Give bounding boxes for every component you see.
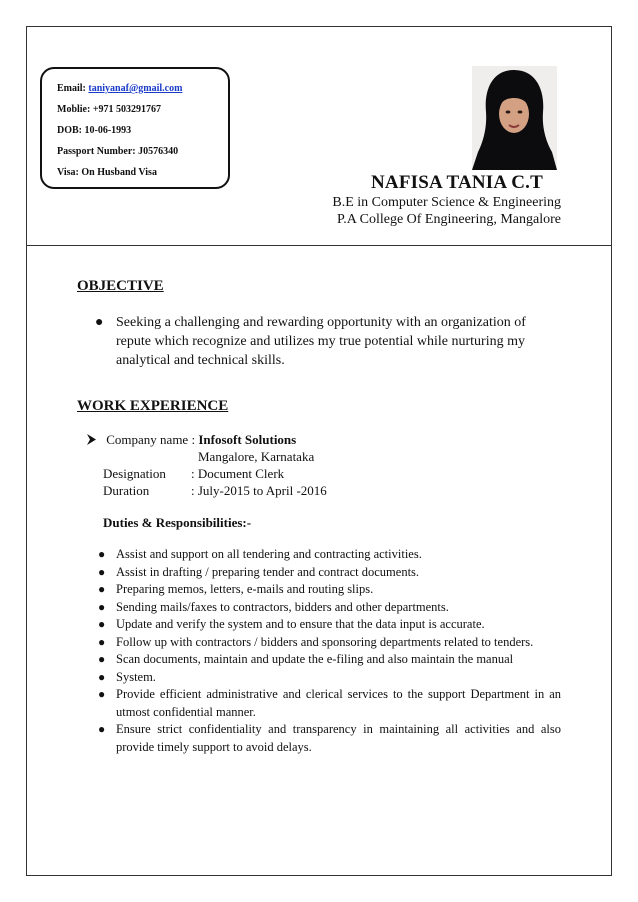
list-item — [98, 686, 561, 721]
list-item — [98, 581, 561, 599]
contact-email-line — [57, 82, 228, 103]
work-experience-heading: WORK EXPERIENCE — [77, 398, 229, 414]
designation-label: Designation — [103, 466, 166, 481]
duty-text: Sending mails/faxes to contractors, bidders and other departments. — [116, 599, 449, 614]
list-item — [98, 634, 561, 652]
candidate-name: NAFISA TANIA C.T — [371, 172, 543, 193]
list-item — [98, 721, 561, 756]
duration-row — [103, 483, 327, 499]
duty-text: Assist and support on all tendering and contracting activities. — [116, 547, 422, 561]
bullet-dot-icon: ● — [98, 617, 106, 631]
bullet-dot-icon: ● — [98, 669, 106, 684]
bullet-dot-icon: ● — [98, 652, 106, 666]
bullet-dot-icon: ● — [98, 634, 106, 649]
duty-text: Ensure strict confidentiality and transparency in maintaining all activities and also provide timely support to avoid delays. — [116, 722, 561, 754]
designation-value: : Document Clerk — [191, 466, 285, 481]
profile-photo — [472, 66, 557, 170]
bullet-dot-icon: ● — [98, 687, 106, 701]
duty-text: Provide efficient administrative and clerical services to the support Department in an utmost confidential manner. — [116, 687, 561, 719]
company-row — [86, 432, 296, 448]
bullet-dot-icon: ● — [98, 564, 106, 579]
list-item — [98, 616, 561, 634]
objective-list — [95, 313, 561, 370]
email-label: Email: — [57, 83, 86, 94]
company-name: Infosoft Solutions — [198, 432, 297, 447]
list-item — [98, 599, 561, 617]
list-item — [98, 546, 561, 564]
duty-text: Preparing memos, letters, e-mails and routing slips. — [116, 582, 374, 596]
degree: B.E in Computer Science & Engineering — [332, 195, 561, 210]
duty-text: Update and verify the system and to ensure that the data input is accurate. — [116, 617, 485, 631]
duties-list — [98, 546, 561, 756]
list-item — [98, 669, 561, 687]
contact-visa: Visa: On Husband Visa — [57, 167, 157, 178]
duration-value: : July-2015 to April -2016 — [191, 483, 327, 498]
duty-text: Assist in drafting / preparing tender and contract documents. — [116, 564, 420, 579]
duty-text: System. — [116, 669, 156, 684]
designation-row — [103, 466, 284, 482]
list-item — [98, 651, 561, 669]
company-location: Mangalore, Karnataka — [198, 449, 315, 464]
arrow-bullet-icon — [86, 432, 103, 448]
email-link[interactable]: taniyanaf@gmail.com — [88, 83, 183, 94]
list-item — [98, 564, 561, 582]
bullet-dot-icon: ● — [98, 547, 106, 561]
contact-dob: DOB: 10-06-1993 — [57, 125, 132, 136]
contact-box — [40, 67, 230, 189]
objective-text: Seeking a challenging and rewarding opportunity with an organization of repute which recognize and utilizes my true potential while nurturing my analytical and technical skills. — [116, 315, 526, 368]
bullet-dot-icon: ● — [95, 315, 104, 330]
college: P.A College Of Engineering, Mangalore — [337, 212, 561, 227]
duty-text: Scan documents, maintain and update the e-filing and also maintain the manual — [116, 652, 514, 666]
bullet-dot-icon: ● — [98, 582, 106, 596]
objective-heading: OBJECTIVE — [77, 278, 164, 294]
contact-passport: Passport Number: J0576340 — [57, 146, 179, 157]
header-divider — [26, 245, 612, 246]
objective-item — [95, 313, 561, 370]
company-label: Company name : — [106, 432, 199, 447]
duties-heading: Duties & Responsibilities:- — [103, 515, 252, 530]
bullet-dot-icon: ● — [98, 722, 106, 736]
duration-label: Duration — [103, 483, 150, 498]
contact-mobile: Moblie: +971 503291767 — [57, 104, 162, 115]
duty-text: Follow up with contractors / bidders and sponsoring departments related to tenders. — [116, 634, 534, 649]
bullet-dot-icon: ● — [98, 599, 106, 614]
